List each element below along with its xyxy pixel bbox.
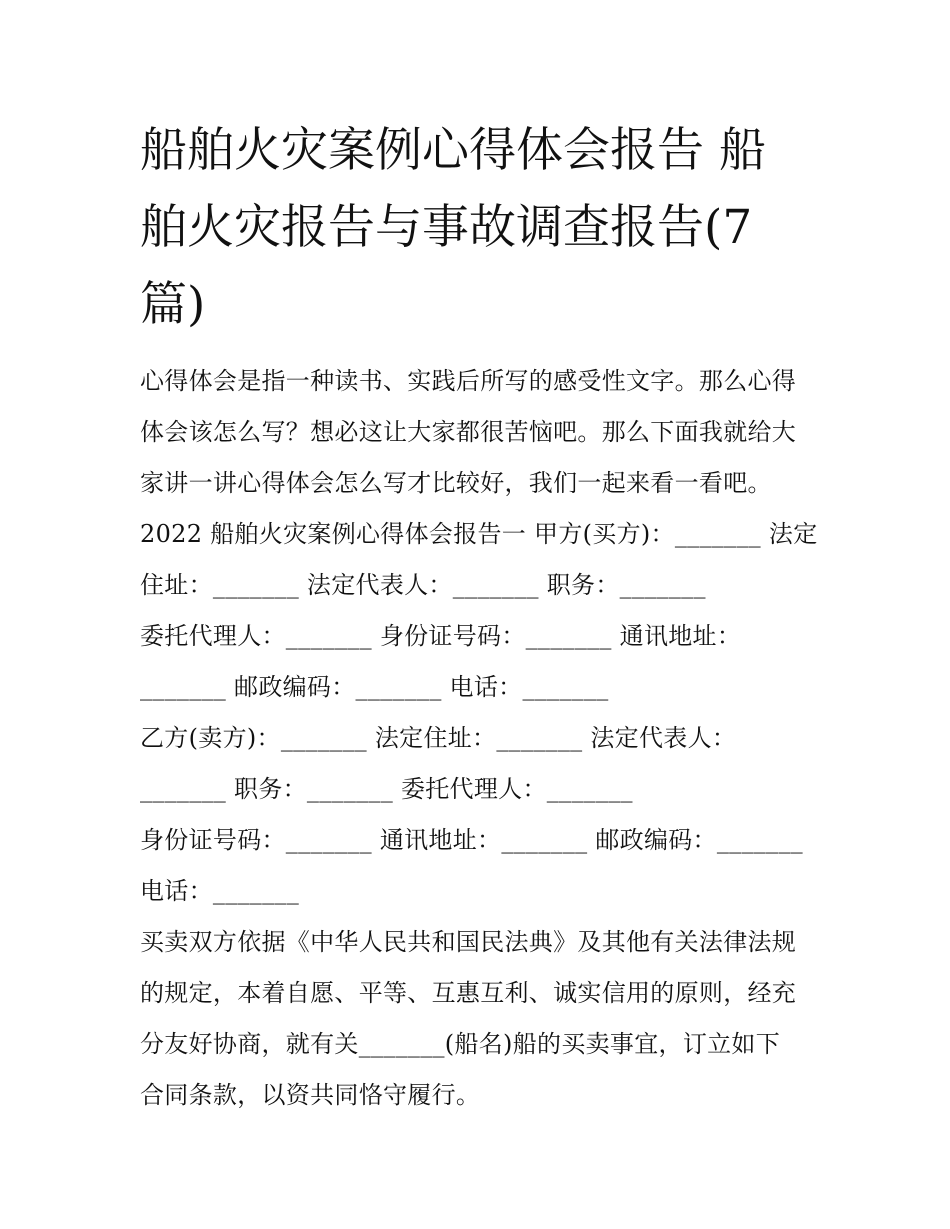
- agreement-line: 买卖双方依据《中华人民共和国民法典》及其他有关法律法规: [140, 928, 797, 956]
- document-title: [140, 112, 820, 343]
- party-a-line: _______ 邮政编码：_______ 电话：_______: [140, 673, 609, 701]
- party-b-line: _______ 职务：_______ 委托代理人：_______: [140, 775, 633, 803]
- document-body: [140, 356, 820, 1121]
- title-line: 篇): [140, 277, 206, 332]
- agreement-line: 分友好协商，就有关_______(船名)船的买卖事宜，订立如下: [140, 1030, 781, 1058]
- intro-line: 心得体会是指一种读书、实践后所写的感受性文字。那么心得: [140, 367, 797, 395]
- agreement-line: 合同条款，以资共同恪守履行。: [140, 1081, 481, 1109]
- party-a-line: 住址：_______ 法定代表人：_______ 职务：_______: [140, 571, 706, 599]
- party-b-line: 乙方(卖方)：_______ 法定住址：_______ 法定代表人：: [140, 724, 737, 752]
- party-b-line: 电话：_______: [140, 877, 299, 905]
- party-a-line: 2022 船舶火灾案例心得体会报告一 甲方(买方)：_______ 法定: [140, 520, 818, 548]
- intro-line: 体会该怎么写？想必这让大家都很苦恼吧。那么下面我就给大: [140, 418, 797, 446]
- intro-line: 家讲一讲心得体会怎么写才比较好，我们一起来看一看吧。: [140, 469, 772, 497]
- party-b-line: 身份证号码：_______ 通讯地址：_______ 邮政编码：_______: [140, 826, 803, 854]
- title-line: 舶火灾报告与事故调查报告(7: [140, 200, 753, 255]
- agreement-line: 的规定，本着自愿、平等、互惠互利、诚实信用的原则，经充: [140, 979, 797, 1007]
- title-line: 船舶火灾案例心得体会报告 船: [140, 123, 766, 178]
- party-a-line: 委托代理人：_______ 身份证号码：_______ 通讯地址：: [140, 622, 742, 650]
